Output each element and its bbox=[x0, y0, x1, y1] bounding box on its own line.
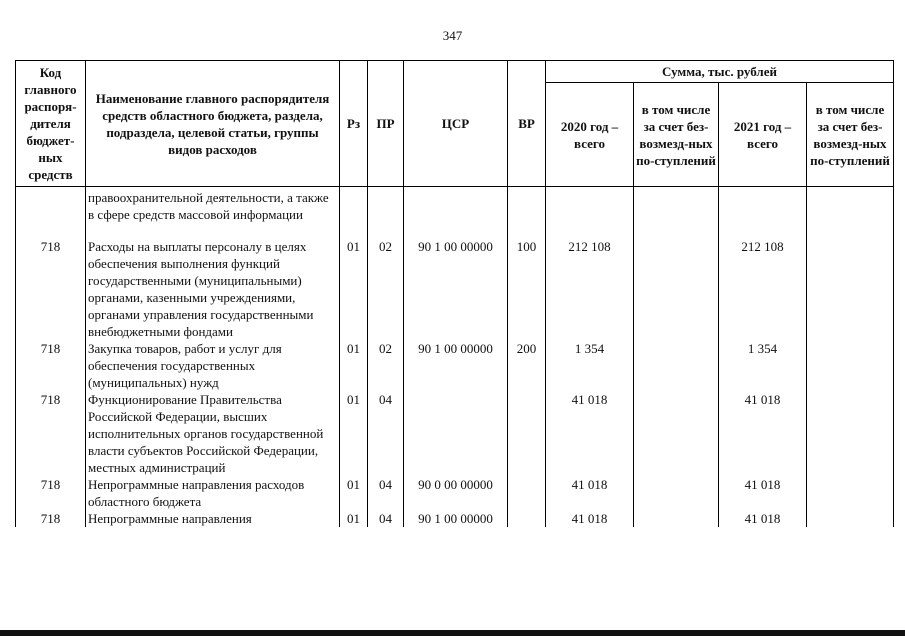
cell-2020-free bbox=[634, 340, 719, 391]
cell-name: Непрограммные направления bbox=[86, 510, 340, 527]
cell-rz: 01 bbox=[340, 340, 368, 391]
table-row bbox=[16, 476, 894, 510]
cell-rz: 01 bbox=[340, 238, 368, 340]
cell-2020-free bbox=[634, 238, 719, 340]
cell-name: Закупка товаров, работ и услуг для обеспечения государственных (муниципальных) нужд bbox=[86, 340, 340, 391]
cell-vr bbox=[508, 187, 546, 238]
cell-vr bbox=[508, 391, 546, 476]
cell-pr: 02 bbox=[368, 238, 404, 340]
header-csr: ЦСР bbox=[404, 61, 508, 187]
cell-name: Непрограммные направления расходов областного бюджета bbox=[86, 476, 340, 510]
cell-csr: 90 1 00 00000 bbox=[404, 238, 508, 340]
cell-csr: 90 1 00 00000 bbox=[404, 510, 508, 527]
cell-rz: 01 bbox=[340, 391, 368, 476]
header-rz: Рз bbox=[340, 61, 368, 187]
cell-code: 718 bbox=[16, 476, 86, 510]
cell-2021-total: 41 018 bbox=[719, 391, 807, 476]
cell-2021-total: 212 108 bbox=[719, 238, 807, 340]
cell-2020-total: 212 108 bbox=[546, 238, 634, 340]
header-name: Наименование главного распорядителя средств областного бюджета, раздела, подраздела, целевой статьи, группы видов расходов bbox=[86, 61, 340, 187]
cell-2021-total: 41 018 bbox=[719, 476, 807, 510]
cell-2020-total: 1 354 bbox=[546, 340, 634, 391]
cell-2020-total: 41 018 bbox=[546, 510, 634, 527]
cell-csr bbox=[404, 187, 508, 238]
cell-2021-free bbox=[807, 187, 894, 238]
cell-2020-free bbox=[634, 476, 719, 510]
cell-csr: 90 0 00 00000 bbox=[404, 476, 508, 510]
cell-2020-total bbox=[546, 187, 634, 238]
table-row bbox=[16, 187, 894, 238]
cell-rz bbox=[340, 187, 368, 238]
header-sum-group: Сумма, тыс. рублей bbox=[546, 61, 894, 83]
cell-2020-free bbox=[634, 187, 719, 238]
table-row bbox=[16, 340, 894, 391]
cell-rz: 01 bbox=[340, 510, 368, 527]
cell-2020-free bbox=[634, 510, 719, 527]
header-2020-total: 2020 год – всего bbox=[546, 83, 634, 187]
cell-vr bbox=[508, 510, 546, 527]
header-2020-free: в том числе за счет без-возмезд-ных по-ступлений bbox=[634, 83, 719, 187]
budget-table bbox=[15, 60, 894, 527]
cell-rz: 01 bbox=[340, 476, 368, 510]
cell-2021-free bbox=[807, 340, 894, 391]
page-bottom-rule bbox=[0, 630, 905, 636]
cell-code: 718 bbox=[16, 510, 86, 527]
cell-pr bbox=[368, 187, 404, 238]
header-vr: ВР bbox=[508, 61, 546, 187]
cell-pr: 02 bbox=[368, 340, 404, 391]
cell-2021-total: 1 354 bbox=[719, 340, 807, 391]
cell-name: Расходы на выплаты персоналу в целях обеспечения выполнения функций государственными (муниципальными) органами, казенными учреждениями, органами управления государственными внебюджетными фондами bbox=[86, 238, 340, 340]
cell-name: Функционирование Правительства Российской Федерации, высших исполнительных органов государственной власти субъектов Российской Федерации, местных администраций bbox=[86, 391, 340, 476]
cell-2020-total: 41 018 bbox=[546, 476, 634, 510]
cell-2021-free bbox=[807, 476, 894, 510]
table-row bbox=[16, 510, 894, 527]
cell-vr: 200 bbox=[508, 340, 546, 391]
cell-code: 718 bbox=[16, 340, 86, 391]
cell-name: правоохранительной деятельности, а также в сфере средств массовой информации bbox=[86, 187, 340, 238]
header-2021-free: в том числе за счет без-возмезд-ных по-ступлений bbox=[807, 83, 894, 187]
cell-csr bbox=[404, 391, 508, 476]
header-code: Код главного распоря-дителя бюджет-ных средств bbox=[16, 61, 86, 187]
cell-2021-free bbox=[807, 391, 894, 476]
cell-code: 718 bbox=[16, 391, 86, 476]
cell-code bbox=[16, 187, 86, 238]
cell-2021-free bbox=[807, 238, 894, 340]
cell-pr: 04 bbox=[368, 476, 404, 510]
cell-2021-total: 41 018 bbox=[719, 510, 807, 527]
cell-2020-total: 41 018 bbox=[546, 391, 634, 476]
cell-2021-total bbox=[719, 187, 807, 238]
header-pr: ПР bbox=[368, 61, 404, 187]
cell-vr bbox=[508, 476, 546, 510]
cell-pr: 04 bbox=[368, 510, 404, 527]
page-number: 347 bbox=[442, 28, 463, 43]
header-2021-total: 2021 год – всего bbox=[719, 83, 807, 187]
cell-pr: 04 bbox=[368, 391, 404, 476]
cell-code: 718 bbox=[16, 238, 86, 340]
table-row bbox=[16, 391, 894, 476]
cell-2020-free bbox=[634, 391, 719, 476]
table-row bbox=[16, 238, 894, 340]
cell-2021-free bbox=[807, 510, 894, 527]
cell-vr: 100 bbox=[508, 238, 546, 340]
cell-csr: 90 1 00 00000 bbox=[404, 340, 508, 391]
